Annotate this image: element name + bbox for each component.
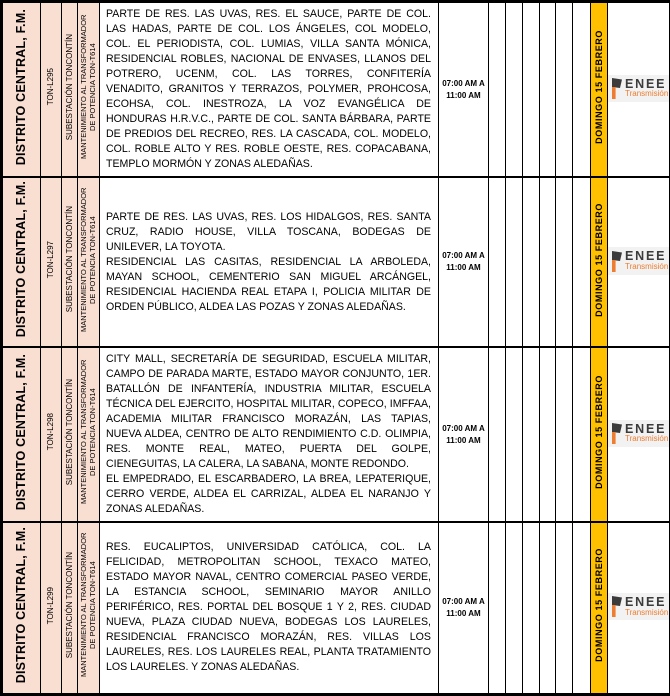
logo-subtitle: Transmisión: [625, 435, 668, 444]
district-label: DISTRITO CENTRAL, F.M.: [14, 527, 29, 683]
work-cell: [78, 177, 100, 347]
empty-cell: [506, 522, 523, 694]
logo-name: ENEE: [625, 78, 666, 91]
date-cell: [591, 177, 608, 347]
logo-subtitle: Transmisión: [625, 263, 668, 272]
enee-flag-icon: [611, 596, 622, 617]
substation-cell: [62, 347, 78, 522]
affected-areas-paragraph: PARTE DE RES. LAS UVAS, RES. LOS HIDALGOS, RES. SANTA CRUZ, RADIO HOUSE, VILLA TOSCANA, BODEGAS DE UNILEVER, LA TOYOTA.: [106, 210, 431, 255]
substation-label: SUBESTACIÓN TONCONTÍN: [65, 34, 74, 140]
empty-cell: [540, 2, 556, 178]
circuit-label: TON-L297: [46, 241, 55, 278]
empty-cell: [556, 522, 573, 694]
time-cell: [439, 2, 489, 178]
district-label: DISTRITO CENTRAL, F.M.: [14, 181, 29, 337]
empty-cell: [506, 177, 523, 347]
schedule-row: [2, 2, 670, 178]
affected-areas-cell: [100, 177, 439, 347]
date-label: DOMINGO 15 FEBRERO: [594, 375, 605, 489]
logo-text: [625, 423, 668, 444]
empty-cell: [506, 2, 523, 178]
empty-cell: [523, 177, 540, 347]
substation-label: SUBESTACIÓN TONCONTÍN: [65, 379, 74, 485]
circuit-cell: [41, 177, 62, 347]
empty-cell: [573, 177, 591, 347]
enee-logo: [608, 75, 670, 102]
enee-flag-icon: [611, 78, 622, 99]
logo-cell: [608, 2, 670, 178]
logo-cell: [608, 177, 670, 347]
circuit-label: TON-L299: [46, 587, 55, 624]
affected-areas-cell: [100, 347, 439, 522]
logo-cell: [608, 347, 670, 522]
empty-cell: [489, 177, 506, 347]
empty-cell: [523, 522, 540, 694]
circuit-cell: [41, 2, 62, 178]
circuit-label: TON-L298: [46, 413, 55, 450]
substation-label: SUBESTACIÓN TONCONTÍN: [65, 552, 74, 658]
work-label: MANTENIMIENTO AL TRANSFORMADOR DE POTENCIA TON-T614: [80, 182, 98, 338]
empty-cell: [489, 522, 506, 694]
affected-areas-paragraph: EL EMPEDRADO, EL ESCARBADERO, LA BREA, LEPATERIQUE, CERRO VERDE, ALDEA EL CARRIZAL, ALDEA EL NARANJO Y ZONAS ALEDAÑAS.: [106, 472, 431, 517]
substation-label: SUBESTACIÓN TONCONTÍN: [65, 206, 74, 312]
enee-flag-icon: [611, 251, 622, 272]
date-label: DOMINGO 15 FEBRERO: [594, 203, 605, 317]
empty-cell: [489, 2, 506, 178]
time-to: 11:00 AM: [439, 608, 488, 620]
logo-name: ENEE: [625, 250, 666, 263]
logo-subtitle: Transmisión: [625, 609, 668, 618]
affected-areas-cell: [100, 522, 439, 694]
affected-areas-cell: [100, 2, 439, 178]
work-cell: [78, 347, 100, 522]
logo-subtitle: Transmisión: [625, 90, 668, 99]
schedule-row: [2, 522, 670, 694]
work-label: MANTENIMIENTO AL TRANSFORMADOR DE POTENCIA TON-T614: [80, 354, 98, 510]
affected-areas-paragraph: PARTE DE RES. LAS UVAS, RES. EL SAUCE, PARTE DE COL. LAS HADAS, PARTE DE COL. LOS ÁNGELES, COL MODELO, COL. EL PERIODISTA, COL. LUMIAS, VILLA SANTA MÓNICA, RESIDENCIAL ROBLES, NACIONAL DE ENVASES, LLANOS DEL POTRERO, UCENM, COL. LAS TORRES, CONFITERÍA VENADITO, GRANITOS Y TERRAZOS, POLYMER, PROHCOSA, ECOHSA, COL. INESTROZA, LA VOZ EVANGÉLICA DE HONDURAS H.R.V.C., PARTE DE COL. SANTA BÁRBARA, PARTE DE PREDIOS DEL RECREO, RES. LA CASCADA, COL. MODELO, COL. ROBLE ALTO Y RES. ROBLE OESTE, RES. COPACABANA, TEMPLO MORMÓN Y ZONAS ALEDAÑAS.: [106, 7, 431, 172]
time-to: 11:00 AM: [439, 90, 488, 102]
empty-cell: [556, 2, 573, 178]
work-label: MANTENIMIENTO AL TRANSFORMADOR DE POTENCIA TON-T614: [80, 527, 98, 683]
logo-cell: [608, 522, 670, 694]
empty-cell: [573, 522, 591, 694]
affected-areas-paragraph: CITY MALL, SECRETARÍA DE SEGURIDAD, ESCUELA MILITAR, CAMPO DE PARADA MARTE, ESTADO MAYOR CONJUNTO, 1ER. BATALLÓN DE INFANTERÍA, INDUSTRIA MILITAR, ESCUELA TÉCNICA DEL EJERCITO, HOSPITAL MILITAR, COPECO, IMFFAA, ACADEMIA MILITAR FRANCISCO MORAZÁN, LAS TAPIAS, NUEVA ALDEA, CENTRO DE ALTO RENDIMIENTO C.D. OLIMPIA, RES. MONTE REAL, MATEO, PUERTA DEL GOLPE, CIENEGUITAS, LA CALERA, LA SABANA, MONTE REDONDO.: [106, 352, 431, 472]
time-from: 07:00 AM A: [439, 596, 488, 608]
empty-cell: [556, 177, 573, 347]
time-to: 11:00 AM: [439, 435, 488, 447]
work-cell: [78, 2, 100, 178]
district-cell: [2, 347, 41, 522]
empty-cell: [523, 347, 540, 522]
empty-cell: [506, 347, 523, 522]
district-label: DISTRITO CENTRAL, F.M.: [14, 354, 29, 510]
logo-name: ENEE: [625, 596, 666, 609]
empty-cell: [489, 347, 506, 522]
substation-cell: [62, 2, 78, 178]
affected-areas-paragraph: RES. EUCALIPTOS, UNIVERSIDAD CATÓLICA, COL. LA FELICIDAD, METROPOLITAN SCHOOL, TEXACO MATEO, ESTADO MAYOR NAVAL, CENTRO COMERCIAL PASEO VERDE, LA ESTANCIA SCHOOL, SEMINARIO MAYOR ANILLO PERIFÉRICO, RES. PORTAL DEL BOSQUE 1 Y 2, RES. CIUDAD NUEVA, PLAZA CIUDAD NUEVA, BODEGAS LOS LAURELES, RESIDENCIAL FRANCISCO MORAZÁN, RES. VILLAS LOS LAURELES, RES. LOS LAURELES REAL, PLANTA TRATAMIENTO LOS LAURELES. Y ZONAS ALEDAÑAS.: [106, 540, 431, 675]
empty-cell: [540, 522, 556, 694]
time-from: 07:00 AM A: [439, 423, 488, 435]
district-cell: [2, 522, 41, 694]
empty-cell: [540, 347, 556, 522]
time-cell: [439, 347, 489, 522]
enee-logo: [608, 593, 670, 620]
date-label: DOMINGO 15 FEBRERO: [594, 548, 605, 662]
time-cell: [439, 177, 489, 347]
time-cell: [439, 522, 489, 694]
empty-cell: [540, 177, 556, 347]
time-from: 07:00 AM A: [439, 250, 488, 262]
enee-logo: [608, 247, 670, 274]
empty-cell: [573, 347, 591, 522]
logo-text: [625, 250, 668, 271]
empty-cell: [556, 347, 573, 522]
logo-text: [625, 78, 668, 99]
district-cell: [2, 2, 41, 178]
district-cell: [2, 177, 41, 347]
date-label: DOMINGO 15 FEBRERO: [594, 30, 605, 144]
date-cell: [591, 522, 608, 694]
time-from: 07:00 AM A: [439, 78, 488, 90]
empty-cell: [573, 2, 591, 178]
schedule-row: [2, 347, 670, 522]
substation-cell: [62, 177, 78, 347]
substation-cell: [62, 522, 78, 694]
logo-name: ENEE: [625, 423, 666, 436]
work-cell: [78, 522, 100, 694]
time-to: 11:00 AM: [439, 262, 488, 274]
enee-logo: [608, 420, 670, 447]
affected-areas-paragraph: RESIDENCIAL LAS CASITAS, RESIDENCIAL LA ARBOLEDA, MAYAN SCHOOL, CEMENTERIO SAN MIGUEL ARCÁNGEL, RESIDENCIAL HACIENDA REAL ETAPA I, POLICIA MILITAR DE ORDEN PÚBLICO, ALDEA LAS POZAS Y ZONAS ALEDAÑAS.: [106, 255, 431, 315]
date-cell: [591, 347, 608, 522]
work-label: MANTENIMIENTO AL TRANSFORMADOR DE POTENCIA TON-T614: [80, 9, 98, 165]
schedule-row: [2, 177, 670, 347]
logo-text: [625, 596, 668, 617]
date-cell: [591, 2, 608, 178]
empty-cell: [523, 2, 540, 178]
enee-flag-icon: [611, 423, 622, 444]
circuit-label: TON-L295: [46, 68, 55, 105]
district-label: DISTRITO CENTRAL, F.M.: [14, 9, 29, 165]
circuit-cell: [41, 522, 62, 694]
circuit-cell: [41, 347, 62, 522]
